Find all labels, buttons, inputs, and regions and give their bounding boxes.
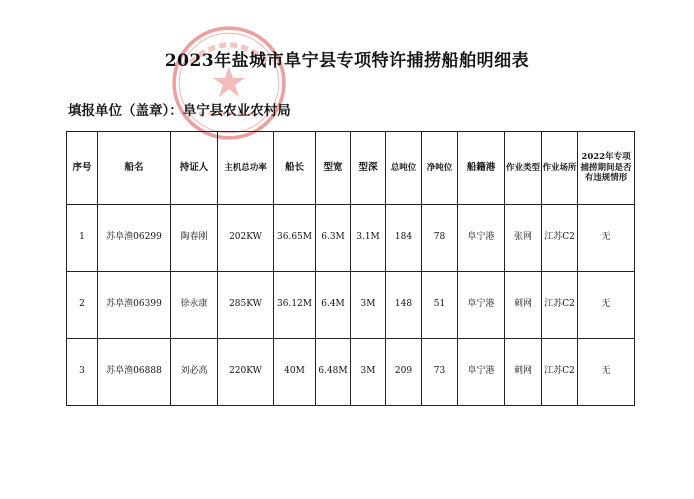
table-cell: 285KW (218, 272, 274, 339)
official-seal-stamp (168, 22, 290, 144)
table-cell: 202KW (218, 205, 274, 272)
table-cell: 苏阜渔06399 (98, 272, 171, 339)
table-header-row (67, 132, 635, 205)
header-cell: 2022年专项捕捞期间是否有违规情形 (578, 132, 635, 205)
table-row (67, 339, 635, 406)
table-cell: 6.3M (316, 205, 351, 272)
table-cell: 40M (274, 339, 316, 406)
header-cell: 总吨位 (386, 132, 422, 205)
table-row (67, 205, 635, 272)
table-cell: 徐永康 (171, 272, 218, 339)
table-cell: 江苏C2 (542, 272, 578, 339)
table-cell: 209 (386, 339, 422, 406)
table-cell: 3M (351, 339, 386, 406)
header-cell: 型宽 (316, 132, 351, 205)
table-cell: 阜宁港 (458, 205, 505, 272)
table-cell: 220KW (218, 339, 274, 406)
header-cell: 船籍港 (458, 132, 505, 205)
header-cell: 作业场所 (542, 132, 578, 205)
header-cell: 持证人 (171, 132, 218, 205)
header-cell: 型深 (351, 132, 386, 205)
table-cell: 36.65M (274, 205, 316, 272)
table-cell: 3.1M (351, 205, 386, 272)
table-cell: 6.48M (316, 339, 351, 406)
header-cell: 船名 (98, 132, 171, 205)
vessel-detail-table (66, 131, 635, 406)
table-cell: 苏阜渔06299 (98, 205, 171, 272)
table-cell: 江苏C2 (542, 339, 578, 406)
table-cell: 阜宁港 (458, 272, 505, 339)
header-cell: 主机总功率 (218, 132, 274, 205)
table-cell: 51 (422, 272, 458, 339)
table-cell: 阜宁港 (458, 339, 505, 406)
table-cell: 江苏C2 (542, 205, 578, 272)
table-cell: 78 (422, 205, 458, 272)
table-row (67, 272, 635, 339)
table-cell: 刺网 (505, 339, 542, 406)
table-cell: 苏阜渔06888 (98, 339, 171, 406)
header-cell: 序号 (67, 132, 98, 205)
header-cell: 净吨位 (422, 132, 458, 205)
table-cell: 6.4M (316, 272, 351, 339)
reporting-unit: 填报单位（盖章）：阜宁县农业农村局 (68, 103, 291, 119)
table-cell: 3 (67, 339, 98, 406)
header-cell: 作业类型 (505, 132, 542, 205)
table-cell: 无 (578, 339, 635, 406)
table-cell: 1 (67, 205, 98, 272)
table-cell: 2 (67, 272, 98, 339)
table-cell: 148 (386, 272, 422, 339)
header-cell: 船长 (274, 132, 316, 205)
table-cell: 3M (351, 272, 386, 339)
table-cell: 张网 (505, 205, 542, 272)
table-cell: 36.12M (274, 272, 316, 339)
table-cell: 无 (578, 272, 635, 339)
table-cell: 184 (386, 205, 422, 272)
table-cell: 刺网 (505, 272, 542, 339)
table-cell: 陶春刚 (171, 205, 218, 272)
table-cell: 无 (578, 205, 635, 272)
document-title: 2023年盐城市阜宁县专项特许捕捞船舶明细表 (164, 51, 530, 71)
table-cell: 刘必高 (171, 339, 218, 406)
table-cell: 73 (422, 339, 458, 406)
